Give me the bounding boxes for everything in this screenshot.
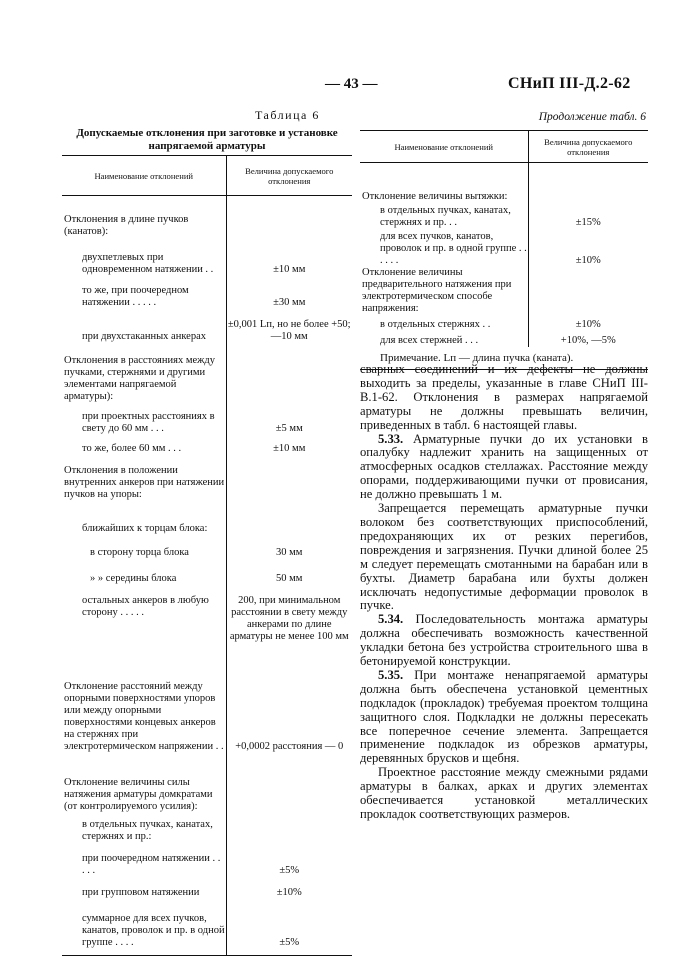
table-header-value: Величина допускаемого отклонения: [226, 156, 352, 196]
table-row: в отдельных стержнях . . ±10%: [360, 315, 648, 331]
table-row: Отклонение величины предварительного натяжения при электротермическом способе напряжения:: [360, 267, 648, 315]
table-row: Отклонения в длине пучков (канатов):: [62, 196, 352, 239]
table-6: [62, 155, 352, 956]
clause-number: 5.34.: [378, 612, 404, 627]
table-header-value: Величина допускаемого отклонения: [528, 131, 648, 163]
table-row: Отклонения в положении внутренних анкеров при натяжении пучков на упоры:: [62, 455, 352, 501]
paragraph-5-35: 5.35. При монтаже ненапрягаемой арматуры должна быть обеспечена установкой цементных подкладок (прокладок) требуемая проектом толщина защитного слоя. Подкладки не должны пересекать все поперечное сечение элемента. Запрещается применение подкладок из обрезков арматуры, деревянных брусков и щебня.: [360, 667, 648, 766]
table-row: суммарное для всех пучков, канатов, проволок и пр. в одной группе . . . . ±5%: [62, 899, 352, 956]
table-row: при поочередном натяжении . . . . . ±5%: [62, 843, 352, 877]
table-row: в отдельных пучках, канатах, стержнях и пр.:: [62, 813, 352, 843]
table-continuation-caption: Продолжение табл. 6: [538, 111, 646, 123]
table-row: при групповом натяжении ±10%: [62, 877, 352, 899]
table-row: то же, при поочередном натяжении . . . . . ±30 мм: [62, 276, 352, 309]
clause-number: 5.35.: [378, 667, 404, 682]
table-row: Отклонение расстояний между опорными поверхностями упоров или между опорными поверхностями концевых анкеров на стержнях при электротермическом напряжении . . +0,0002 расстояния — 0: [62, 659, 352, 753]
paragraph: Запрещается перемещать арматурные пучки волоком без соответствующих приспособлений, предохраняющих их от резких перегибов, повреждения и загрязнения. Пучки длиной более 25 м следует перемещать смотанными на барабан или в бухты. Диаметр барабана или бухты должен исключать недопустимые деформации проволок в пучке.: [360, 501, 648, 613]
table-row: при двухстаканных анкерах ±0,001 Lп, но не более +50; —10 мм: [62, 309, 352, 343]
paragraph: Проектное расстояние между смежными рядами арматуры в балках, арках и других элементах обеспечивается установкой металлических прокладок соответствующих размеров.: [360, 765, 648, 821]
table-row: двухпетлевых при одновременном натяжении . . ±10 мм: [62, 238, 352, 276]
table-header-name: Наименование отклонений: [62, 156, 226, 196]
table-row: ближайших к торцам блока:: [62, 501, 352, 535]
table-row: в отдельных пучках, канатах, стержнях и пр. . . ±15%: [360, 203, 648, 229]
document-code: СНиП III-Д.2-62: [508, 75, 631, 92]
body-text: [360, 363, 648, 822]
table-note-row: Примечание. Lп — длина пучка (каната).: [360, 347, 648, 370]
table-caption: Таблица 6: [255, 108, 320, 122]
paragraph-5-33: 5.33. Арматурные пучки до их установки в опалубку надлежит хранить на защищенных от атмосферных осадков стеллажах. Расстояние между опорами, поддерживающими пучки от провисания, не должно превышать 1 м.: [360, 431, 648, 502]
table-row: для всех пучков, канатов, проволок и пр. в одной группе . . . . . . ±10%: [360, 229, 648, 267]
clause-number: 5.33.: [378, 431, 404, 446]
table-row: остальных анкеров в любую сторону . . . . . 200, при минимальном расстоянии в свету между анкерами по длине арматуры не менее 100 мм: [62, 585, 352, 659]
table-row: Отклонение величины силы натяжения арматуры домкратами (от контролируемого усилия):: [62, 753, 352, 813]
table-row: Отклонение величины вытяжки:: [360, 163, 648, 204]
table-row: в сторону торца блока 30 мм: [62, 535, 352, 559]
table-row: то же, более 60 мм . . . ±10 мм: [62, 435, 352, 455]
table-row: Отклонения в расстояниях между пучками, стержнями и другими элементами напрягаемой арматуры):: [62, 343, 352, 403]
table-row: при проектных расстояниях в свету до 60 мм . . . ±5 мм: [62, 403, 352, 435]
page-number: — 43 —: [325, 76, 378, 92]
table-row: » » середины блока 50 мм: [62, 559, 352, 585]
table-title: Допускаемые отклонения при заготовке и установке напрягаемой арматуры: [76, 127, 338, 152]
paragraph-5-34: 5.34. Последовательность монтажа арматуры должна обеспечивать возможность качественной укладки бетона без устройства строительного шва в бетонируемой конструкции.: [360, 612, 648, 669]
paragraph: сварных соединений и их дефекты не должны выходить за пределы, указанные в главе СНиП III-В.1-62. Отклонения в размерах напрягаемой арматуры не должны превышать величин, приведенных в табл. 6 настоящей главы.: [360, 362, 648, 432]
table-row: для всех стержней . . . +10%, —5%: [360, 331, 648, 347]
table-header-name: Наименование отклонений: [360, 131, 528, 163]
table-6-continued: [360, 130, 648, 370]
